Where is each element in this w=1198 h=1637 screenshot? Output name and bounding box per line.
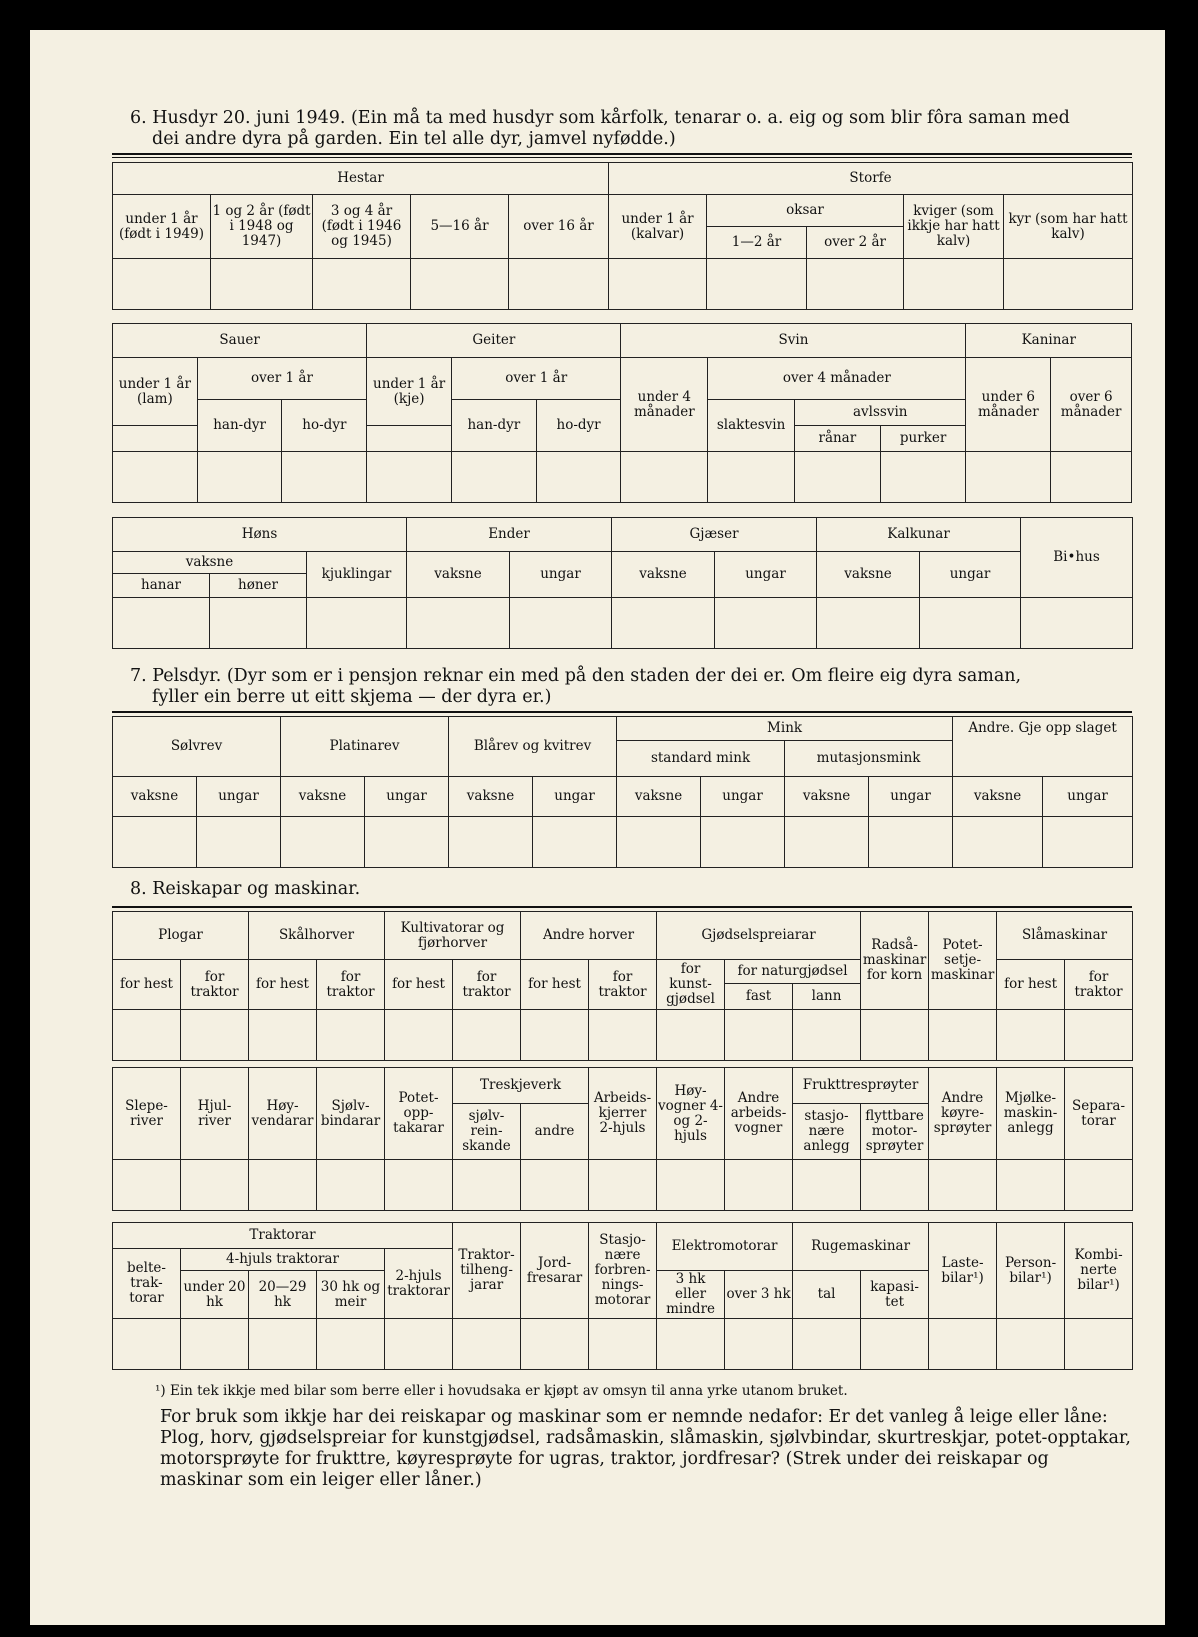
entry-row bbox=[113, 1319, 1133, 1370]
col-kviger: kviger (som ikkje har hatt kalv) bbox=[904, 195, 1004, 259]
entry-cell[interactable] bbox=[451, 452, 536, 503]
col-over-3hk: over 3 hk bbox=[725, 1271, 793, 1319]
col-kanin-under6: under 6 månader bbox=[966, 358, 1051, 452]
col-separatorar: Separa-torar bbox=[1065, 1068, 1133, 1160]
col-sjolvbindarar: Sjølv-bindarar bbox=[317, 1068, 385, 1160]
col-lastebilar: Laste-bilar¹) bbox=[929, 1223, 997, 1319]
col-ungar: ungar bbox=[365, 777, 449, 817]
col-mjolkemaskinanlegg: Mjølke-maskin-anlegg bbox=[997, 1068, 1065, 1160]
entry-row bbox=[113, 259, 1133, 310]
header-4hjuls-traktorar: 4-hjuls traktorar bbox=[181, 1249, 385, 1271]
entry-cell[interactable] bbox=[861, 1319, 929, 1370]
header-hestar: Hestar bbox=[113, 163, 609, 195]
entry-cell[interactable] bbox=[249, 1160, 317, 1211]
entry-cell[interactable] bbox=[533, 817, 617, 868]
footnote: ¹) Ein tek ikkje med bilar som berre eller i hovudsaka er kjøpt av omsyn til anna yrke utanom bruket. bbox=[155, 1383, 848, 1399]
col-treskjeverk-andre: andre bbox=[521, 1104, 589, 1160]
entry-row bbox=[113, 817, 1133, 868]
entry-cell[interactable] bbox=[861, 1010, 929, 1061]
machinery-table-1 bbox=[112, 911, 1133, 1061]
entry-cell[interactable] bbox=[725, 1160, 793, 1211]
entry-cell[interactable] bbox=[929, 1160, 997, 1211]
col-for-hest: for hest bbox=[249, 960, 317, 1010]
entry-cell[interactable] bbox=[953, 817, 1043, 868]
entry-cell[interactable] bbox=[1004, 259, 1133, 310]
entry-cell[interactable] bbox=[589, 1319, 657, 1370]
col-20-29hk: 20—29 hk bbox=[249, 1271, 317, 1319]
col-traktortilhengjarar: Traktor-tilheng-jarar bbox=[453, 1223, 521, 1319]
section-6-subtitle: dei andre dyra på garden. Ein tel alle dyr, jamvel nyfødde.) bbox=[152, 129, 676, 149]
entry-cell[interactable] bbox=[1051, 452, 1132, 503]
entry-cell[interactable] bbox=[197, 452, 282, 503]
header-andre: Andre. Gje opp slaget bbox=[953, 717, 1133, 777]
entry-cell[interactable] bbox=[249, 1010, 317, 1061]
entry-cell[interactable] bbox=[701, 817, 785, 868]
section-6-title: 6. Husdyr 20. juni 1949. (Ein må ta med husdyr som kårfolk, tenarar o. a. eig og som blir fôra saman med bbox=[130, 108, 1070, 128]
col-sjolvreinskande: sjølv-rein-skande bbox=[453, 1104, 521, 1160]
col-for-traktor: for traktor bbox=[453, 960, 521, 1010]
col-gjaeser-vaksne: vaksne bbox=[612, 552, 715, 598]
col-purker: purker bbox=[880, 426, 966, 452]
entry-cell[interactable] bbox=[407, 598, 510, 649]
header-storfe: Storfe bbox=[609, 163, 1133, 195]
entry-cell[interactable] bbox=[1021, 598, 1133, 649]
col-oksar-1-2: 1—2 år bbox=[707, 227, 807, 259]
header-treskjeverk: Treskjeverk bbox=[453, 1068, 589, 1104]
entry-cell[interactable] bbox=[453, 1010, 521, 1061]
entry-cell[interactable] bbox=[657, 1319, 725, 1370]
entry-row bbox=[113, 1160, 1133, 1211]
entry-cell[interactable] bbox=[385, 1160, 453, 1211]
entry-cell[interactable] bbox=[113, 1319, 181, 1370]
header-geiter: Geiter bbox=[367, 324, 621, 358]
col-for-traktor: for traktor bbox=[589, 960, 657, 1010]
entry-cell[interactable] bbox=[365, 817, 449, 868]
col-ender-ungar: ungar bbox=[510, 552, 612, 598]
entry-cell[interactable] bbox=[113, 1010, 181, 1061]
col-slaktesvin: slaktesvin bbox=[708, 400, 795, 452]
header-geit-over1: over 1 år bbox=[451, 358, 621, 400]
entry-cell[interactable] bbox=[307, 598, 407, 649]
entry-cell[interactable] bbox=[211, 259, 313, 310]
entry-cell[interactable] bbox=[657, 1160, 725, 1211]
entry-cell[interactable] bbox=[997, 1319, 1065, 1370]
col-for-hest: for hest bbox=[997, 960, 1065, 1010]
fur-animals-table bbox=[112, 716, 1133, 868]
entry-cell[interactable] bbox=[785, 817, 869, 868]
header-kaninar: Kaninar bbox=[966, 324, 1132, 358]
col-sau-handyr: han-dyr bbox=[197, 400, 282, 452]
col-for-traktor: for traktor bbox=[181, 960, 249, 1010]
header-kultivatorar: Kultivatorar og fjørhorver bbox=[385, 912, 521, 960]
entry-row bbox=[113, 1010, 1133, 1061]
col-geit-hodyr: ho-dyr bbox=[536, 400, 621, 452]
machinery-table-3 bbox=[112, 1222, 1133, 1370]
header-skalhorver: Skålhorver bbox=[249, 912, 385, 960]
entry-cell[interactable] bbox=[617, 817, 701, 868]
entry-cell[interactable] bbox=[249, 1319, 317, 1370]
entry-cell[interactable] bbox=[861, 1160, 929, 1211]
header-hons: Høns bbox=[113, 518, 407, 552]
header-mutasjonsmink: mutasjonsmink bbox=[785, 741, 953, 777]
header-slamaskinar: Slåmaskinar bbox=[997, 912, 1133, 960]
col-ender-vaksne: vaksne bbox=[407, 552, 510, 598]
entry-cell[interactable] bbox=[113, 259, 211, 310]
entry-cell[interactable] bbox=[1065, 1160, 1133, 1211]
entry-cell[interactable] bbox=[793, 1319, 861, 1370]
header-ender: Ender bbox=[407, 518, 612, 552]
col-sleperiver: Slepe-river bbox=[113, 1068, 181, 1160]
col-bihus: Bi•hus bbox=[1021, 518, 1133, 598]
entry-cell[interactable] bbox=[521, 1319, 589, 1370]
entry-cell[interactable] bbox=[657, 1010, 725, 1061]
entry-cell[interactable] bbox=[807, 259, 904, 310]
header-elektromotorar: Elektromotorar bbox=[657, 1223, 793, 1271]
col-kalkun-ungar: ungar bbox=[920, 552, 1021, 598]
entry-cell[interactable] bbox=[1043, 817, 1133, 868]
entry-cell[interactable] bbox=[385, 1319, 453, 1370]
col-ungar: ungar bbox=[197, 777, 281, 817]
blank-cell bbox=[367, 426, 452, 452]
entry-cell[interactable] bbox=[510, 598, 612, 649]
entry-row bbox=[113, 452, 1132, 503]
entry-cell[interactable] bbox=[367, 452, 452, 503]
section-7-subtitle: fyller ein berre ut eitt skjema — der dyra er.) bbox=[152, 687, 552, 707]
header-blarev: Blårev og kvitrev bbox=[449, 717, 617, 777]
entry-cell[interactable] bbox=[181, 1160, 249, 1211]
entry-cell[interactable] bbox=[929, 1010, 997, 1061]
col-geit-handyr: han-dyr bbox=[451, 400, 536, 452]
col-hest-3og4: 3 og 4 år (født i 1946 og 1945) bbox=[313, 195, 411, 259]
entry-cell[interactable] bbox=[317, 1160, 385, 1211]
col-kalkun-vaksne: vaksne bbox=[817, 552, 920, 598]
header-plogar: Plogar bbox=[113, 912, 249, 960]
col-kalvar: under 1 år (kalvar) bbox=[609, 195, 707, 259]
col-gjaeser-ungar: ungar bbox=[715, 552, 817, 598]
col-30hk-og-meir: 30 hk og meir bbox=[317, 1271, 385, 1319]
section-7-title: 7. Pelsdyr. (Dyr som er i pensjon reknar ein med på den staden der dei er. Om fleire eig dyra saman, bbox=[130, 666, 1022, 686]
col-vaksne: vaksne bbox=[113, 777, 197, 817]
col-svin-under4: under 4 månader bbox=[621, 358, 708, 452]
col-for-traktor: for traktor bbox=[317, 960, 385, 1010]
entry-cell[interactable] bbox=[453, 1319, 521, 1370]
rental-question: For bruk som ikkje har dei reiskapar og maskinar som er nemnde nedafor: Er det vanleg å leige eller låne: Plog, horv, gjødselspreiar for kunstgjødsel, radsåmaskin, slåmaskin, sjølvbindar, skurtreskjar, potet-opptakar, motorsprøyte for frukttre, køyresprøyte for ugras, traktor, jordfresar? (Strek under dei reiskapar og maskinar som ein leiger eller låner.) bbox=[160, 1407, 1131, 1490]
col-kyr: kyr (som har hatt kalv) bbox=[1004, 195, 1133, 259]
col-for-hest: for hest bbox=[521, 960, 589, 1010]
entry-cell[interactable] bbox=[385, 1010, 453, 1061]
entry-cell[interactable] bbox=[589, 1010, 657, 1061]
col-ungar: ungar bbox=[869, 777, 953, 817]
col-hest-over16: over 16 år bbox=[509, 195, 609, 259]
header-platinarev: Platinarev bbox=[281, 717, 449, 777]
entry-cell[interactable] bbox=[197, 817, 281, 868]
header-frukttresproyter: Frukttresprøyter bbox=[793, 1068, 929, 1104]
col-potetopptakarar: Potet-opp-takarar bbox=[385, 1068, 453, 1160]
col-ungar: ungar bbox=[701, 777, 785, 817]
entry-cell[interactable] bbox=[113, 452, 198, 503]
entry-cell[interactable] bbox=[509, 259, 609, 310]
header-avlssvin: avlssvin bbox=[794, 400, 966, 426]
col-sau-hodyr: ho-dyr bbox=[282, 400, 367, 452]
col-lann: lann bbox=[793, 984, 861, 1010]
blank-cell bbox=[113, 426, 198, 452]
col-kombinerte-bilar: Kombi-nerte bilar¹) bbox=[1065, 1223, 1133, 1319]
entry-cell[interactable] bbox=[880, 452, 966, 503]
header-standard-mink: standard mink bbox=[617, 741, 785, 777]
col-for-hest: for hest bbox=[385, 960, 453, 1010]
header-rugemaskinar: Rugemaskinar bbox=[793, 1223, 929, 1271]
entry-cell[interactable] bbox=[725, 1319, 793, 1370]
col-kapasitet: kapasi-tet bbox=[861, 1271, 929, 1319]
col-under-20hk: under 20 hk bbox=[181, 1271, 249, 1319]
entry-cell[interactable] bbox=[793, 1010, 861, 1061]
col-hest-5-16: 5—16 år bbox=[411, 195, 509, 259]
col-arbeidsvogner: Andre arbeids-vogner bbox=[725, 1068, 793, 1160]
col-tal: tal bbox=[793, 1271, 861, 1319]
entry-row bbox=[113, 598, 1133, 649]
col-hoyvendarar: Høy-vendarar bbox=[249, 1068, 317, 1160]
divider bbox=[112, 157, 1132, 158]
divider bbox=[112, 153, 1132, 155]
entry-cell[interactable] bbox=[612, 598, 715, 649]
entry-cell[interactable] bbox=[929, 1319, 997, 1370]
entry-cell[interactable] bbox=[609, 259, 707, 310]
col-hanar: hanar bbox=[113, 574, 210, 598]
livestock-table-poultry-bees bbox=[112, 517, 1133, 649]
header-gjaeser: Gjæser bbox=[612, 518, 817, 552]
entry-cell[interactable] bbox=[281, 817, 365, 868]
header-traktorar: Traktorar bbox=[113, 1223, 453, 1249]
entry-cell[interactable] bbox=[707, 259, 807, 310]
col-ungar: ungar bbox=[1043, 777, 1133, 817]
machinery-table-2 bbox=[112, 1067, 1133, 1211]
entry-cell[interactable] bbox=[817, 598, 920, 649]
header-solvrev: Sølvrev bbox=[113, 717, 281, 777]
col-ranar: rånar bbox=[794, 426, 880, 452]
col-vaksne: vaksne bbox=[617, 777, 701, 817]
entry-cell[interactable] bbox=[621, 452, 708, 503]
col-vaksne: vaksne bbox=[785, 777, 869, 817]
header-kalkunar: Kalkunar bbox=[817, 518, 1021, 552]
entry-cell[interactable] bbox=[920, 598, 1021, 649]
col-radsamaskinar: Radså-maskinar for korn bbox=[861, 912, 929, 1010]
col-kanin-over6: over 6 månader bbox=[1051, 358, 1132, 452]
col-lam: under 1 år (lam) bbox=[113, 358, 198, 426]
header-oksar: oksar bbox=[707, 195, 904, 227]
col-beltetraktorar: belte-trak-torar bbox=[113, 1249, 181, 1319]
col-fast: fast bbox=[725, 984, 793, 1010]
col-vaksne: vaksne bbox=[953, 777, 1043, 817]
livestock-table-horses-cattle bbox=[112, 162, 1133, 310]
header-svin: Svin bbox=[621, 324, 966, 358]
entry-cell[interactable] bbox=[313, 259, 411, 310]
entry-cell[interactable] bbox=[708, 452, 795, 503]
entry-cell[interactable] bbox=[794, 452, 880, 503]
entry-cell[interactable] bbox=[317, 1319, 385, 1370]
col-kunstgjodsel: for kunst-gjødsel bbox=[657, 960, 725, 1010]
entry-cell[interactable] bbox=[181, 1319, 249, 1370]
col-flyttbare-motorsproyter: flyttbare motor-sprøyter bbox=[861, 1104, 929, 1160]
entry-cell[interactable] bbox=[113, 817, 197, 868]
entry-cell[interactable] bbox=[793, 1160, 861, 1211]
entry-cell[interactable] bbox=[181, 1010, 249, 1061]
col-potetsetjemaskinar: Potet-setje-maskinar bbox=[929, 912, 997, 1010]
header-sauer: Sauer bbox=[113, 324, 367, 358]
col-stasjonaere-anlegg: stasjo-nære anlegg bbox=[793, 1104, 861, 1160]
entry-cell[interactable] bbox=[210, 598, 307, 649]
entry-cell[interactable] bbox=[966, 452, 1051, 503]
divider bbox=[112, 711, 1132, 713]
col-koyresproyter: Andre køyre-sprøyter bbox=[929, 1068, 997, 1160]
col-oksar-over2: over 2 år bbox=[807, 227, 904, 259]
livestock-table-sheep-goats-pigs-rabbits bbox=[112, 323, 1132, 503]
entry-cell[interactable] bbox=[453, 1160, 521, 1211]
col-2hjuls-traktorar: 2-hjuls traktorar bbox=[385, 1249, 453, 1319]
entry-cell[interactable] bbox=[411, 259, 509, 310]
col-personbilar: Person-bilar¹) bbox=[997, 1223, 1065, 1319]
entry-cell[interactable] bbox=[725, 1010, 793, 1061]
col-forbrenningsmotorar: Stasjo-nære forbren-nings-motorar bbox=[589, 1223, 657, 1319]
col-vaksne: vaksne bbox=[281, 777, 365, 817]
entry-cell[interactable] bbox=[449, 817, 533, 868]
entry-cell[interactable] bbox=[521, 1160, 589, 1211]
header-sau-over1: over 1 år bbox=[197, 358, 367, 400]
header-mink: Mink bbox=[617, 717, 953, 741]
col-vaksne: vaksne bbox=[449, 777, 533, 817]
entry-cell[interactable] bbox=[869, 817, 953, 868]
col-hjulriver: Hjul-river bbox=[181, 1068, 249, 1160]
header-gjodselspreiarar: Gjødselspreiarar bbox=[657, 912, 861, 960]
entry-cell[interactable] bbox=[521, 1010, 589, 1061]
entry-cell[interactable] bbox=[715, 598, 817, 649]
col-hest-1og2: 1 og 2 år (født i 1948 og 1947) bbox=[211, 195, 313, 259]
col-honer: høner bbox=[210, 574, 307, 598]
col-ungar: ungar bbox=[533, 777, 617, 817]
col-jordfresarar: Jord-fresarar bbox=[521, 1223, 589, 1319]
col-kje: under 1 år (kje) bbox=[367, 358, 452, 426]
entry-cell[interactable] bbox=[589, 1160, 657, 1211]
col-3hk-eller-mindre: 3 hk eller mindre bbox=[657, 1271, 725, 1319]
header-naturgjodsel: for naturgjødsel bbox=[725, 960, 861, 984]
header-svin-over4: over 4 månader bbox=[708, 358, 966, 400]
col-kjuklingar: kjuklingar bbox=[307, 552, 407, 598]
entry-cell[interactable] bbox=[904, 259, 1004, 310]
col-hoyvogner: Høy-vogner 4- og 2-hjuls bbox=[657, 1068, 725, 1160]
entry-cell[interactable] bbox=[317, 1010, 385, 1061]
divider bbox=[112, 906, 1132, 908]
col-for-hest: for hest bbox=[113, 960, 181, 1010]
header-andre-horver: Andre horver bbox=[521, 912, 657, 960]
header-hons-vaksne: vaksne bbox=[113, 552, 307, 574]
col-hest-under1: under 1 år (født i 1949) bbox=[113, 195, 211, 259]
col-for-traktor: for traktor bbox=[1065, 960, 1133, 1010]
entry-cell[interactable] bbox=[282, 452, 367, 503]
entry-cell[interactable] bbox=[997, 1010, 1065, 1061]
entry-cell[interactable] bbox=[1065, 1010, 1133, 1061]
entry-cell[interactable] bbox=[997, 1160, 1065, 1211]
entry-cell[interactable] bbox=[1065, 1319, 1133, 1370]
entry-cell[interactable] bbox=[113, 1160, 181, 1211]
col-arbeidskjerrer: Arbeids-kjerrer 2-hjuls bbox=[589, 1068, 657, 1160]
entry-cell[interactable] bbox=[113, 598, 210, 649]
entry-cell[interactable] bbox=[536, 452, 621, 503]
section-8-title: 8. Reiskapar og maskinar. bbox=[130, 879, 361, 899]
